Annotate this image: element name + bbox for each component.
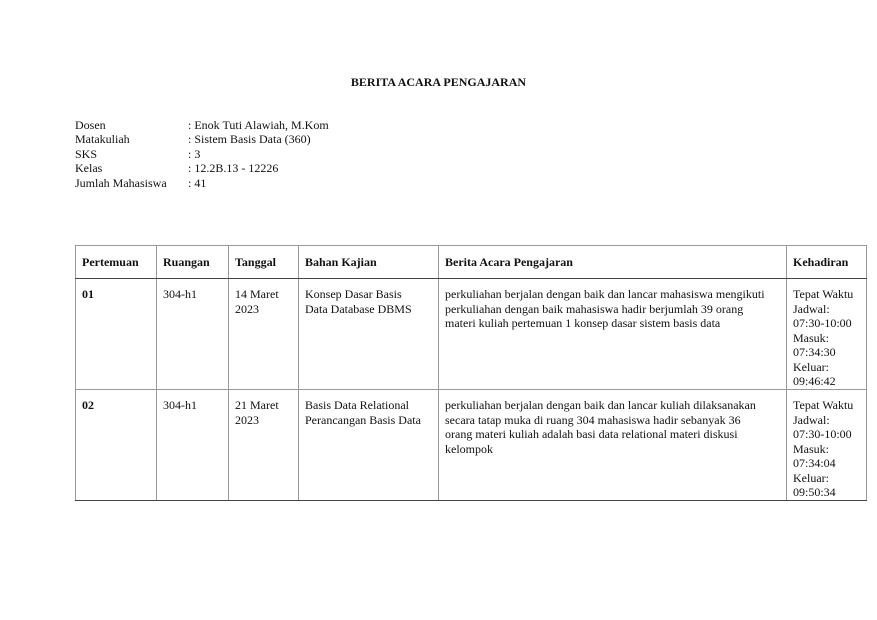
header-kehadiran: Kehadiran [787, 246, 867, 279]
line: orang materi kuliah adalah basi data relational materi diskusi [445, 427, 738, 441]
table-header-row [76, 246, 867, 279]
line: 07:34:04 [793, 456, 836, 470]
line: Keluar: [793, 470, 829, 485]
info-label: Kelas [75, 161, 103, 176]
line: Masuk: [793, 330, 829, 345]
teaching-report-table [75, 245, 867, 501]
cell-tanggal [229, 390, 299, 501]
header-berita-acara: Berita Acara Pengajaran [439, 246, 787, 279]
line: perkuliahan berjalan dengan baik dan lancar kuliah dilaksanakan [445, 398, 756, 412]
cell-pertemuan: 01 [76, 279, 157, 390]
info-row-dosen [75, 118, 329, 132]
line: Data Database DBMS [305, 301, 412, 316]
line: Jadwal: [793, 412, 830, 427]
cell-bahan-kajian [299, 279, 439, 390]
line: 2023 [235, 412, 259, 427]
line: 09:50:34 [793, 485, 836, 499]
line: Tepat Waktu [793, 398, 854, 412]
line: perkuliahan berjalan dengan baik dan lancar mahasiswa mengikuti [445, 287, 765, 301]
info-value: : Enok Tuti Alawiah, M.Kom [188, 118, 329, 132]
cell-tanggal [229, 279, 299, 390]
info-label: Dosen [75, 118, 106, 132]
table-row [76, 279, 867, 390]
header-bahan-kajian: Bahan Kajian [299, 246, 439, 279]
info-label: Jumlah Mahasiswa [75, 175, 167, 190]
cell-berita-acara [439, 279, 787, 390]
info-row-matakuliah [75, 132, 329, 146]
info-row-jumlah-mahasiswa [75, 176, 329, 190]
line: materi kuliah pertemuan 1 konsep dasar sistem basis data [445, 316, 721, 330]
header-pertemuan: Pertemuan [76, 246, 157, 279]
line: Konsep Dasar Basis [305, 287, 402, 301]
info-value: : Sistem Basis Data (360) [188, 132, 311, 147]
line: 07:30-10:00 [793, 427, 852, 441]
line: 07:30-10:00 [793, 316, 852, 330]
line: perkuliahan dengan baik mahasiswa hadir berjumlah 39 orang [445, 301, 744, 316]
info-value: : 3 [188, 146, 201, 161]
cell-berita-acara [439, 390, 787, 501]
info-label: Matakuliah [75, 132, 130, 147]
line: kelompok [445, 441, 493, 456]
line: Keluar: [793, 359, 829, 374]
cell-bahan-kajian [299, 390, 439, 501]
line: Perancangan Basis Data [305, 412, 421, 427]
line: Tepat Waktu [793, 287, 854, 301]
cell-kehadiran [787, 390, 867, 501]
cell-ruangan: 304-h1 [157, 279, 229, 390]
line: 2023 [235, 301, 259, 316]
info-row-kelas [75, 161, 329, 175]
header-ruangan: Ruangan [157, 246, 229, 279]
info-label: SKS [75, 146, 98, 161]
line: Basis Data Relational [305, 398, 409, 412]
course-info [75, 118, 329, 190]
info-row-sks [75, 147, 329, 161]
line: Jadwal: [793, 301, 830, 316]
info-value: : 41 [188, 175, 207, 190]
line: 14 Maret [235, 287, 279, 301]
cell-kehadiran [787, 279, 867, 390]
line: 09:46:42 [793, 374, 836, 388]
line: secara tatap muka di ruang 304 mahasiswa hadir sebanyak 36 [445, 412, 741, 427]
header-tanggal: Tanggal [229, 246, 299, 279]
document-title: BERITA ACARA PENGAJARAN [350, 75, 527, 89]
line: 21 Maret [235, 398, 279, 412]
info-value: : 12.2B.13 - 12226 [188, 161, 279, 176]
table-row [76, 390, 867, 501]
line: Masuk: [793, 441, 829, 456]
cell-pertemuan: 02 [76, 390, 157, 501]
line: 07:34:30 [793, 345, 836, 359]
cell-ruangan: 304-h1 [157, 390, 229, 501]
